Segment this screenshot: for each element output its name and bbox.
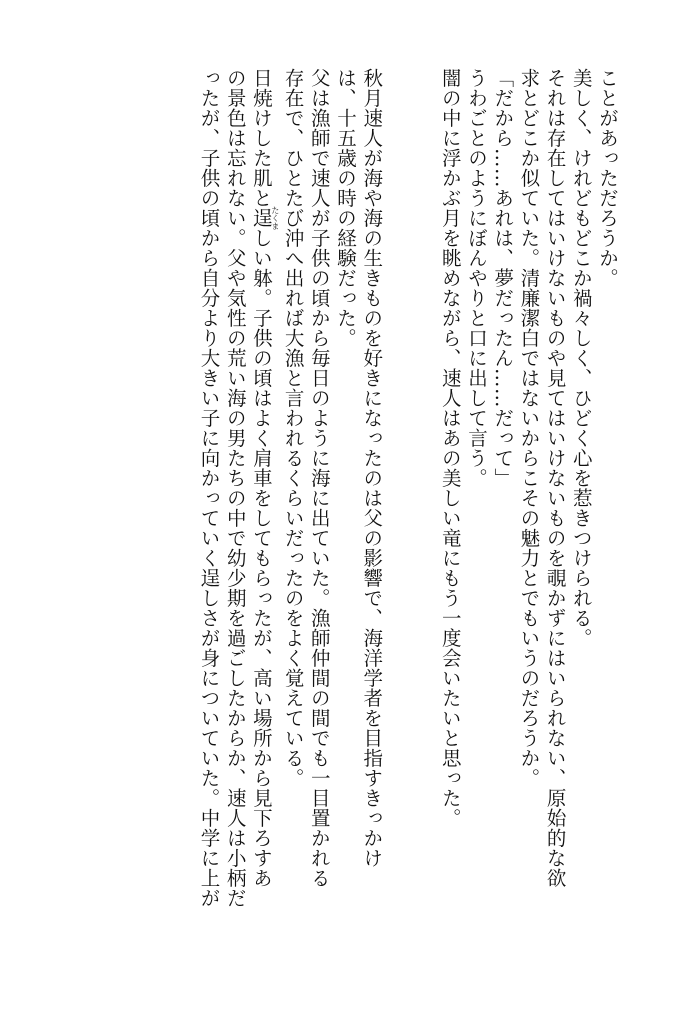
- ruby-annotation: [249, 206, 280, 230]
- text-segment: 日焼けした肌と: [249, 68, 273, 208]
- text-line: ったが、子供の頃から自分より大きい子に向かっていく逞しさが身についていた。中学に上が: [197, 68, 221, 908]
- text-line: 美しく、けれどもどこか禍々しく、ひどく心を惹きつけられる。: [569, 68, 593, 648]
- text-line: の景色は忘れない。父や気性の荒い海の男たちの中で幼少期を過ごしたからか、速人は小柄だ: [223, 68, 247, 908]
- text-line-with-ruby: [248, 68, 280, 968]
- text-line: 闇の中に浮かぶ月を眺めながら、速人はあの美しい竜にもう一度会いたいと思った。: [438, 68, 462, 828]
- text-line: 父は漁師で速人が子供の頃から毎日のように海に出ていた。漁師仲間の間でも一目置かれる: [307, 68, 331, 888]
- section-break: [410, 68, 436, 968]
- text-line: は、十五歳の時の経験だった。: [334, 68, 357, 348]
- text-line: それは存在してはいけないものや見てはいけないものを覗かずにはいられない、原始的な欲: [543, 68, 567, 888]
- ruby-base: 逞: [249, 206, 273, 230]
- text-line: 求とどこか似ていた。清廉潔白ではないからこその魅力とでもいうのだろうか。: [517, 68, 541, 788]
- section-break: [384, 68, 410, 968]
- ruby-reading: たくま: [270, 206, 280, 230]
- text-segment: しい躰。子供の頃はよく肩車をしてもらったが、高い場所から見下ろすあ: [249, 228, 273, 888]
- vertical-text-body: [195, 68, 620, 968]
- text-line: 存在で、ひとたび沖へ出れば大漁と言われるくらいだったのをよく覚えている。: [281, 68, 305, 788]
- text-line: 秋月速人が海や海の生きものを好きになったのは父の影響で、海洋学者を目指すきっかけ: [360, 68, 384, 868]
- text-line: 「だから……あれは、夢だったん……だって」: [491, 68, 515, 488]
- text-line: ことがあっただろうか。: [596, 68, 619, 288]
- text-line: うわごとのようにぼんやりと口に出して言う。: [464, 68, 488, 488]
